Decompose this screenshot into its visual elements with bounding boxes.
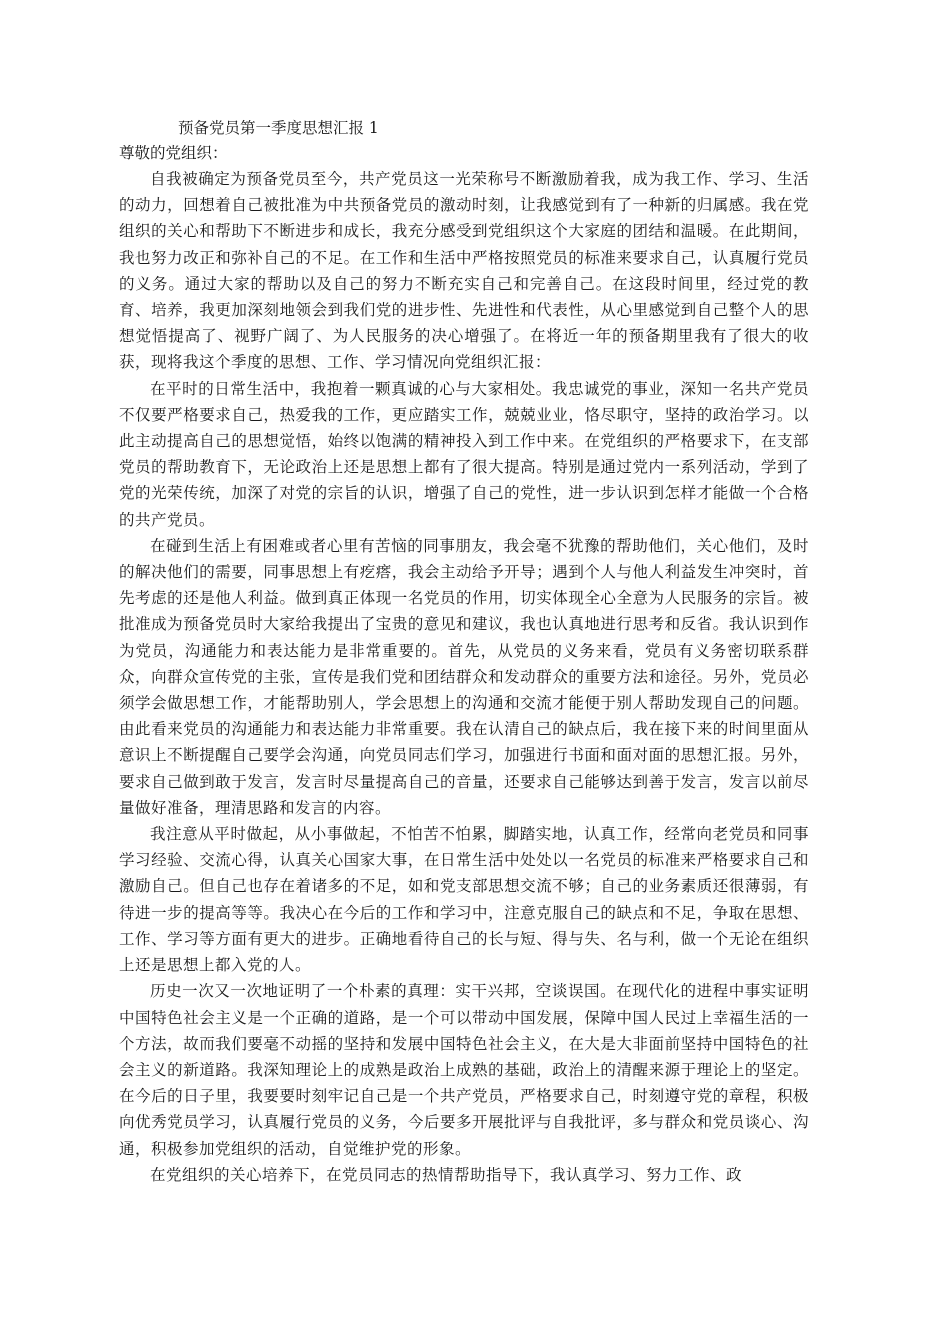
paragraph: 在党组织的关心培养下，在党员同志的热情帮助指导下，我认真学习、努力工作、政 bbox=[150, 1165, 743, 1184]
paragraph: 自我被确定为预备党员至今，共产党员这一光荣称号不断激励着我，成为我工作、学习、生活的动力，回想着自己被批准为中共预备党员的激动时刻，让我感觉到有了一种新的归属感。我在党组织的关心和帮助下不断进步和成长，我充分感受到党组织这个大家庭的团结和温暖。在此期间，我也努力改正和弥补自己的不足。在工作和生活中严格按照党员的标准来要求自己，认真履行党员的义务。通过大家的帮助以及自己的努力不断充实自己和完善自己。在这段时间里，经过党的教育、培养，我更加深刻地领会到我们党的进步性、先进性和代表性，从心里感觉到自己整个人的思想觉悟提高了、视野广阔了、为人民服务的决心增强了。在将近一年的预备期里我有了很大的收获，现将我这个季度的思想、工作、学习情况向党组织汇报： bbox=[119, 170, 809, 372]
salutation: 尊敬的党组织： bbox=[119, 144, 228, 162]
paragraph: 历史一次又一次地证明了一个朴素的真理：实干兴邦，空谈误国。在现代化的进程中事实证明中国特色社会主义是一个正确的道路，是一个可以带动中国发展，保障中国人民过上幸福生活的一个方法，故而我们要毫不动摇的坚持和发展中国特色社会主义，在大是大非面前坚持中国特色的社会主义的新道路。我深知理论上的成熟是政治上成熟的基础，政治上的清醒来源于理论上的坚定。在今后的日子里，我要要时刻牢记自己是一个共产党员，严格要求自己，时刻遵守党的章程，积极向优秀党员学习，认真履行党员的义务，今后要多开展批评与自我批评，多与群众和党员谈心、沟通，积极参加党组织的活动，自觉维护党的形象。 bbox=[119, 982, 809, 1158]
paragraph: 在平时的日常生活中，我抱着一颗真诚的心与大家相处。我忠诚党的事业，深知一名共产党员不仅要严格要求自己，热爱我的工作，更应踏实工作，兢兢业业，恪尽职守，坚持的政治学习。以此主动提高自己的思想觉悟，始终以饱满的精神投入到工作中来。在党组织的严格要求下，在支部党员的帮助教育下，无论政治上还是思想上都有了很大提高。特别是通过党内一系列活动，学到了党的光荣传统，加深了对党的宗旨的认识，增强了自己的党性，进一步认识到怎样才能做一个合格的共产党员。 bbox=[119, 379, 809, 529]
paragraph: 在碰到生活上有困难或者心里有苦恼的同事朋友，我会毫不犹豫的帮助他们，关心他们，及时的解决他们的需要，同事思想上有疙瘩，我会主动给予开导；遇到个人与他人利益发生冲突时，首先考虑的还是他人利益。做到真正体现一名党员的作用，切实体现全心全意为人民服务的宗旨。被批准成为预备党员时大家给我提出了宝贵的意见和建议，我也认真地进行思考和反省。我认识到作为党员，沟通能力和表达能力是非常重要的。首先，从党员的义务来看，党员有义务密切联系群众，向群众宣传党的主张，宣传是我们党和团结群众和发动群众的重要方法和途径。另外，党员必须学会做思想工作，才能帮助别人，学会思想上的沟通和交流才能便于别人帮助发现自己的问题。由此看来党员的沟通能力和表达能力非常重要。我在认清自己的缺点后，我在接下来的时间里面从意识上不断提醒自己要学会沟通，向党员同志们学习，加强进行书面和面对面的思想汇报。另外，要求自己做到敢于发言，发言时尽量提高自己的音量，还要求自己能够达到善于发言，发言以前尽量做好准备，理清思路和发言的内容。 bbox=[119, 536, 809, 817]
paragraph: 我注意从平时做起，从小事做起，不怕苦不怕累，脚踏实地，认真工作，经常向老党员和同事学习经验、交流心得，认真关心国家大事，在日常生活中处处以一名党员的标准来严格要求自己和激励自己。但自己也存在着诸多的不足，如和党支部思想交流不够；自己的业务素质还很薄弱，有待进一步的提高等等。我决心在今后的工作和学习中，注意克服自己的缺点和不足，争取在思想、工作、学习等方面有更大的进步。正确地看待自己的长与短、得与失、名与利，做一个无论在组织上还是思想上都入党的人。 bbox=[119, 825, 809, 975]
document-body bbox=[119, 166, 809, 1188]
document-title: 预备党员第一季度思想汇报 1 bbox=[178, 119, 379, 137]
